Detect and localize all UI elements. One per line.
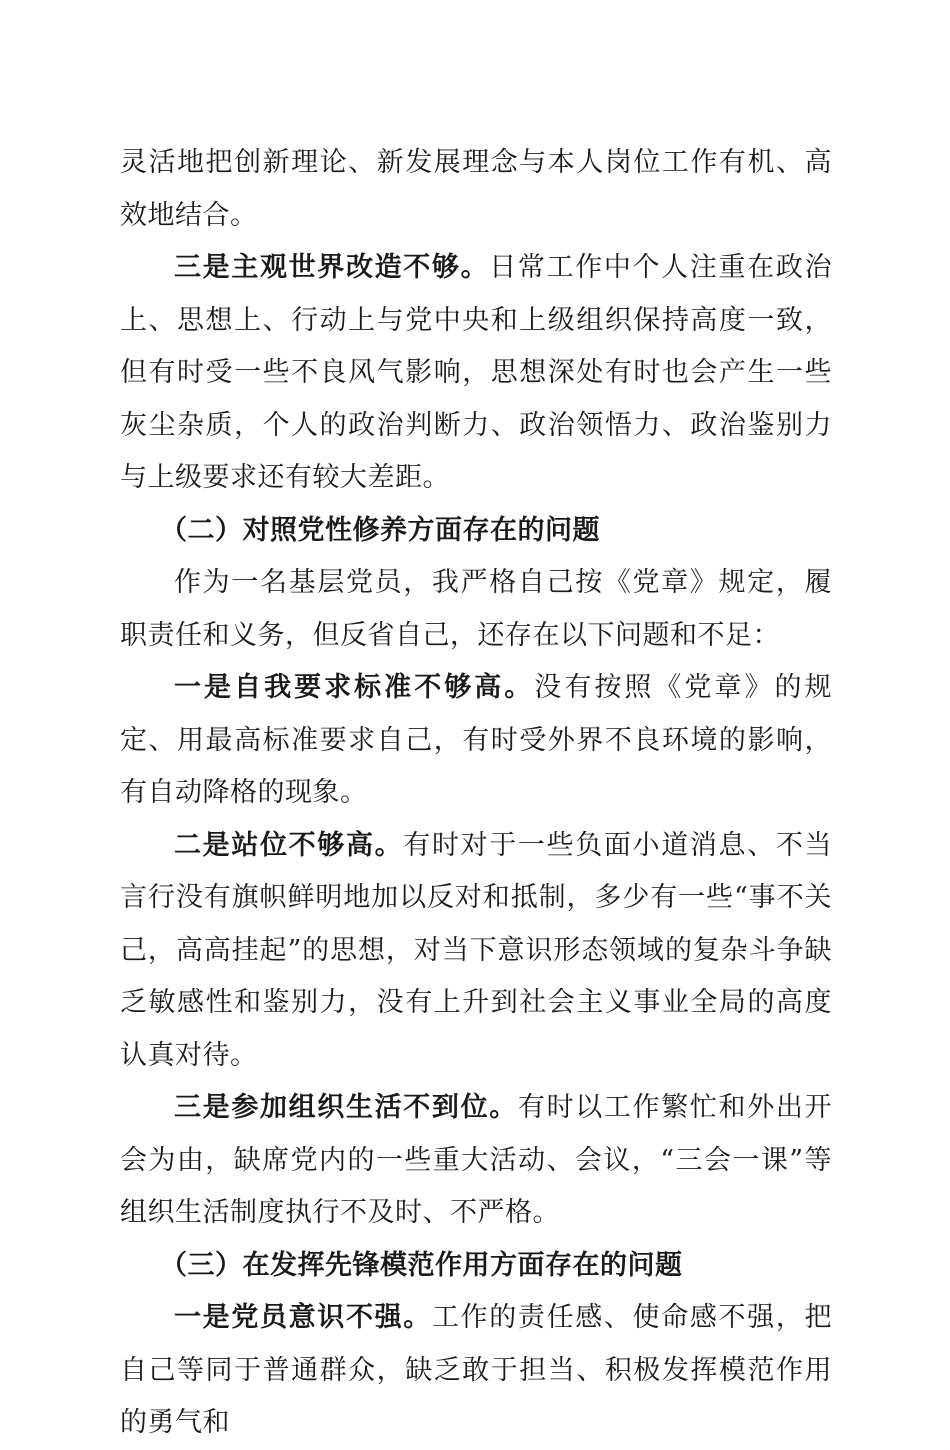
- paragraph-self-standard: [120, 662, 832, 820]
- paragraph-intro: [120, 557, 832, 662]
- paragraph-position: [120, 820, 832, 1083]
- document-body: [120, 137, 832, 1450]
- paragraph-lead: 三是主观世界改造不够。: [174, 252, 490, 283]
- heading-text: （二）对照党性修养方面存在的问题: [160, 514, 600, 546]
- paragraph-text: 有时以工作繁忙和外出开会为由，缺席党内的一些重大活动、会议，“三会一课”等组织生活制度执行不及时、不严格。: [120, 1092, 833, 1228]
- paragraph-lead: 一是自我要求标准不够高。: [174, 672, 535, 703]
- paragraph-text: 工作的责任感、使命感不强，把自己等同于普通群众，缺乏敢于担当、积极发挥模范作用的勇气和: [120, 1302, 833, 1438]
- paragraph-text: 有时对于一些负面小道消息、不当言行没有旗帜鲜明地加以反对和抵制，多少有一些“事不关己，高高挂起”的思想，对当下意识形态领域的复杂斗争缺乏敏感性和鉴别力，没有上升到社会主义事业全局的高度认真对待。: [120, 829, 833, 1071]
- paragraph-text: 灵活地把创新理论、新发展理念与本人岗位工作有机、高效地结合。: [120, 147, 832, 231]
- paragraph-text: 没有按照《党章》的规定、用最高标准要求自己，有时受外界不良环境的影响，有自动降格的现象。: [120, 672, 833, 808]
- paragraph-org-life: [120, 1082, 832, 1240]
- paragraph-text: 作为一名基层党员，我严格自己按《党章》规定，履职责任和义务，但反省自己，还存在以下问题和不足：: [120, 567, 832, 651]
- paragraph-subjective-world: [120, 242, 832, 505]
- section-heading-vanguard: [120, 1240, 832, 1293]
- paragraph-continuation: [120, 137, 832, 242]
- paragraph-lead: 二是站位不够高。: [174, 829, 404, 861]
- paragraph-lead: 三是参加组织生活不到位。: [174, 1092, 518, 1123]
- paragraph-member-awareness: [120, 1292, 832, 1450]
- section-heading-party-spirit: [120, 505, 832, 558]
- paragraph-text: 日常工作中个人注重在政治上、思想上、行动上与党中央和上级组织保持高度一致，但有时受一些不良风气影响，思想深处有时也会产生一些灰尘杂质，个人的政治判断力、政治领悟力、政治鉴别力与上级要求还有较大差距。: [120, 252, 832, 493]
- heading-text: （三）在发挥先锋模范作用方面存在的问题: [160, 1249, 683, 1281]
- paragraph-lead: 一是党员意识不强。: [174, 1302, 432, 1333]
